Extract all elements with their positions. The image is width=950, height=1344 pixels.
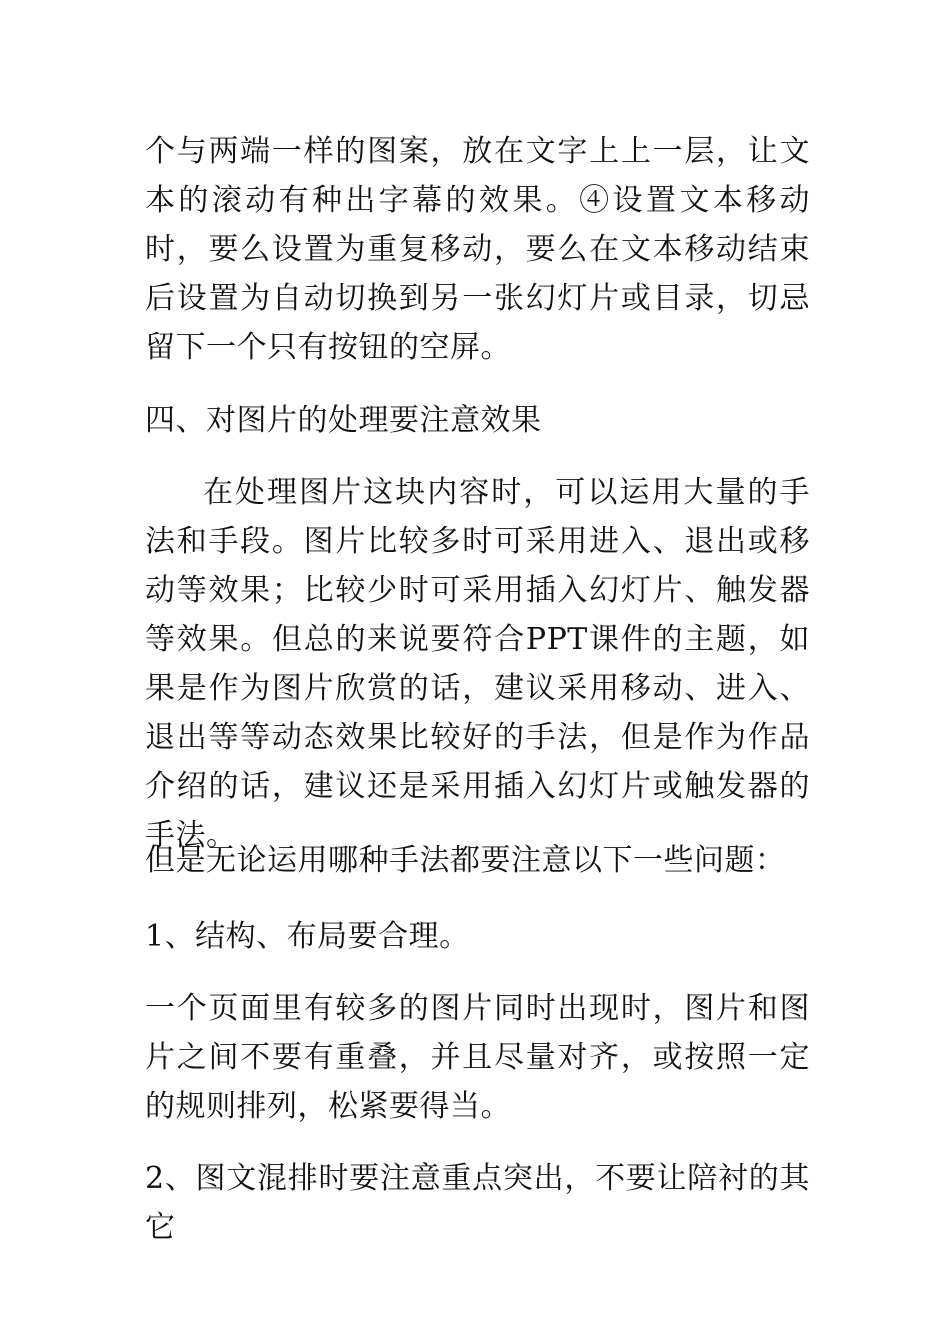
section-heading-image-effects: 四、对图片的处理要注意效果	[145, 403, 542, 438]
body-paragraph-image-alignment: 一个页面里有较多的图片同时出现时，图片和图片之间不要有重叠，并且尽量对齐，或按照一定的规则排列，松紧要得当。	[145, 991, 810, 1124]
body-paragraph-text-scroll: 个与两端一样的图案，放在文字上上一层，让文本的滚动有种出字幕的效果。④设置文本移动时，要么设置为重复移动，要么在文本移动结束后设置为自动切换到另一张幻灯片或目录，切忌留下一个只有按钮的空屏。	[145, 134, 810, 365]
body-paragraph-image-handling: 在处理图片这块内容时，可以运用大量的手法和手段。图片比较多时可采用进入、退出或移动等效果；比较少时可采用插入幻灯片、触发器等效果。但总的来说要符合PPT课件的主题，如果是作为图片欣赏的话，建议采用移动、进入、退出等等动态效果比较好的手法，但是作为作品介绍的话，建议还是采用插入幻灯片或触发器的手法。	[145, 475, 810, 853]
body-paragraph-issues-intro: 但是无论运用哪种手法都要注意以下一些问题：	[145, 843, 786, 878]
list-item-text-image-mix: 2、图文混排时要注意重点突出，不要让陪衬的其它	[145, 1161, 810, 1245]
list-item-structure-layout: 1、结构、布局要合理。	[145, 919, 470, 954]
